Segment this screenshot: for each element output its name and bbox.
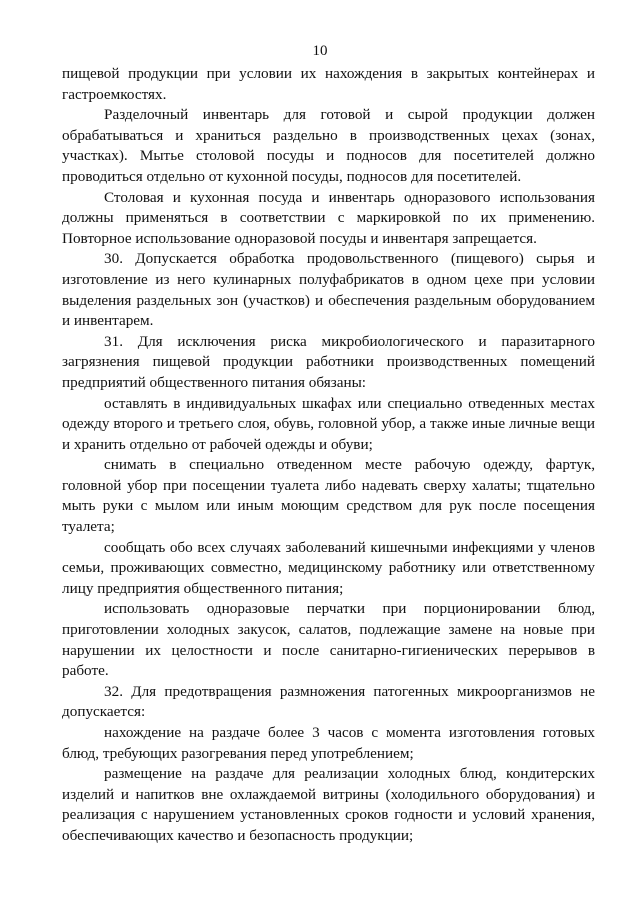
paragraph-item-31-lockers: оставлять в индивидуальных шкафах или специально отведенных местах одежду второго и третьего слоя, обувь, головной убор, а также иные личные вещи и хранить отдельно от рабочей одежды и обуви; bbox=[62, 394, 595, 453]
paragraph-continuation: пищевой продукции при условии их нахождения в закрытых контейнерах и гастроемкостях. bbox=[62, 65, 595, 103]
paragraph-item-31: 31. Для исключения риска микробиологического и паразитарного загрязнения пищевой продукции работники производственных помещений предприятий общественного питания обязаны: bbox=[62, 332, 595, 391]
paragraph-item-32-cold-display: размещение на раздаче для реализации холодных блюд, кондитерских изделий и напитков вне охлаждаемой витрины (холодильного оборудования) и реализация с нарушением установленных сроков годности и условий хранения, обеспечивающих качество и безопасность продукции; bbox=[62, 765, 595, 844]
paragraph-cutting-inventory: Разделочный инвентарь для готовой и сырой продукции должен обрабатываться и храниться раздельно в производственных цехах (зонах, участках). Мытье столовой посуды и подносов для посетителей должно проводиться отдельно от кухонной посуды, подносов для посетителей. bbox=[62, 106, 595, 185]
paragraph-item-31-report-illness: сообщать обо всех случаях заболеваний кишечными инфекциями у членов семьи, проживающих совместно, медицинскому работнику или ответственному лицу предприятия общественного питания; bbox=[62, 538, 595, 597]
paragraph-item-32: 32. Для предотвращения размножения патогенных микроорганизмов не допускается: bbox=[62, 682, 595, 721]
page-number: 10 bbox=[312, 43, 328, 59]
paragraph-item-32-serving-time: нахождение на раздаче более 3 часов с момента изготовления готовых блюд, требующих разогревания перед употреблением; bbox=[62, 724, 595, 762]
paragraph-disposable-tableware: Столовая и кухонная посуда и инвентарь одноразового использования должны применяться в соответствии с маркировкой по их применению. Повторное использование одноразовой посуды и инвентаря запрещается. bbox=[62, 188, 595, 247]
document-body bbox=[62, 64, 595, 847]
paragraph-item-31-workwear: снимать в специально отведенном месте рабочую одежду, фартук, головной убор при посещении туалета либо надевать сверху халаты; тщательно мыть руки с мылом или иным моющим средством для рук после посещения туалета; bbox=[62, 456, 595, 536]
paragraph-item-31-gloves: использовать одноразовые перчатки при порционировании блюд, приготовлении холодных закусок, салатов, подлежащие замене на новые при нарушении их целостности и после санитарно-гигиенических перерывов в работе. bbox=[62, 600, 595, 680]
paragraph-item-30: 30. Допускается обработка продовольственного (пищевого) сырья и изготовление из него кулинарных полуфабрикатов в одном цехе при условии выделения раздельных зон (участков) и обеспечения раздельным оборудованием и инвентарем. bbox=[62, 250, 595, 330]
